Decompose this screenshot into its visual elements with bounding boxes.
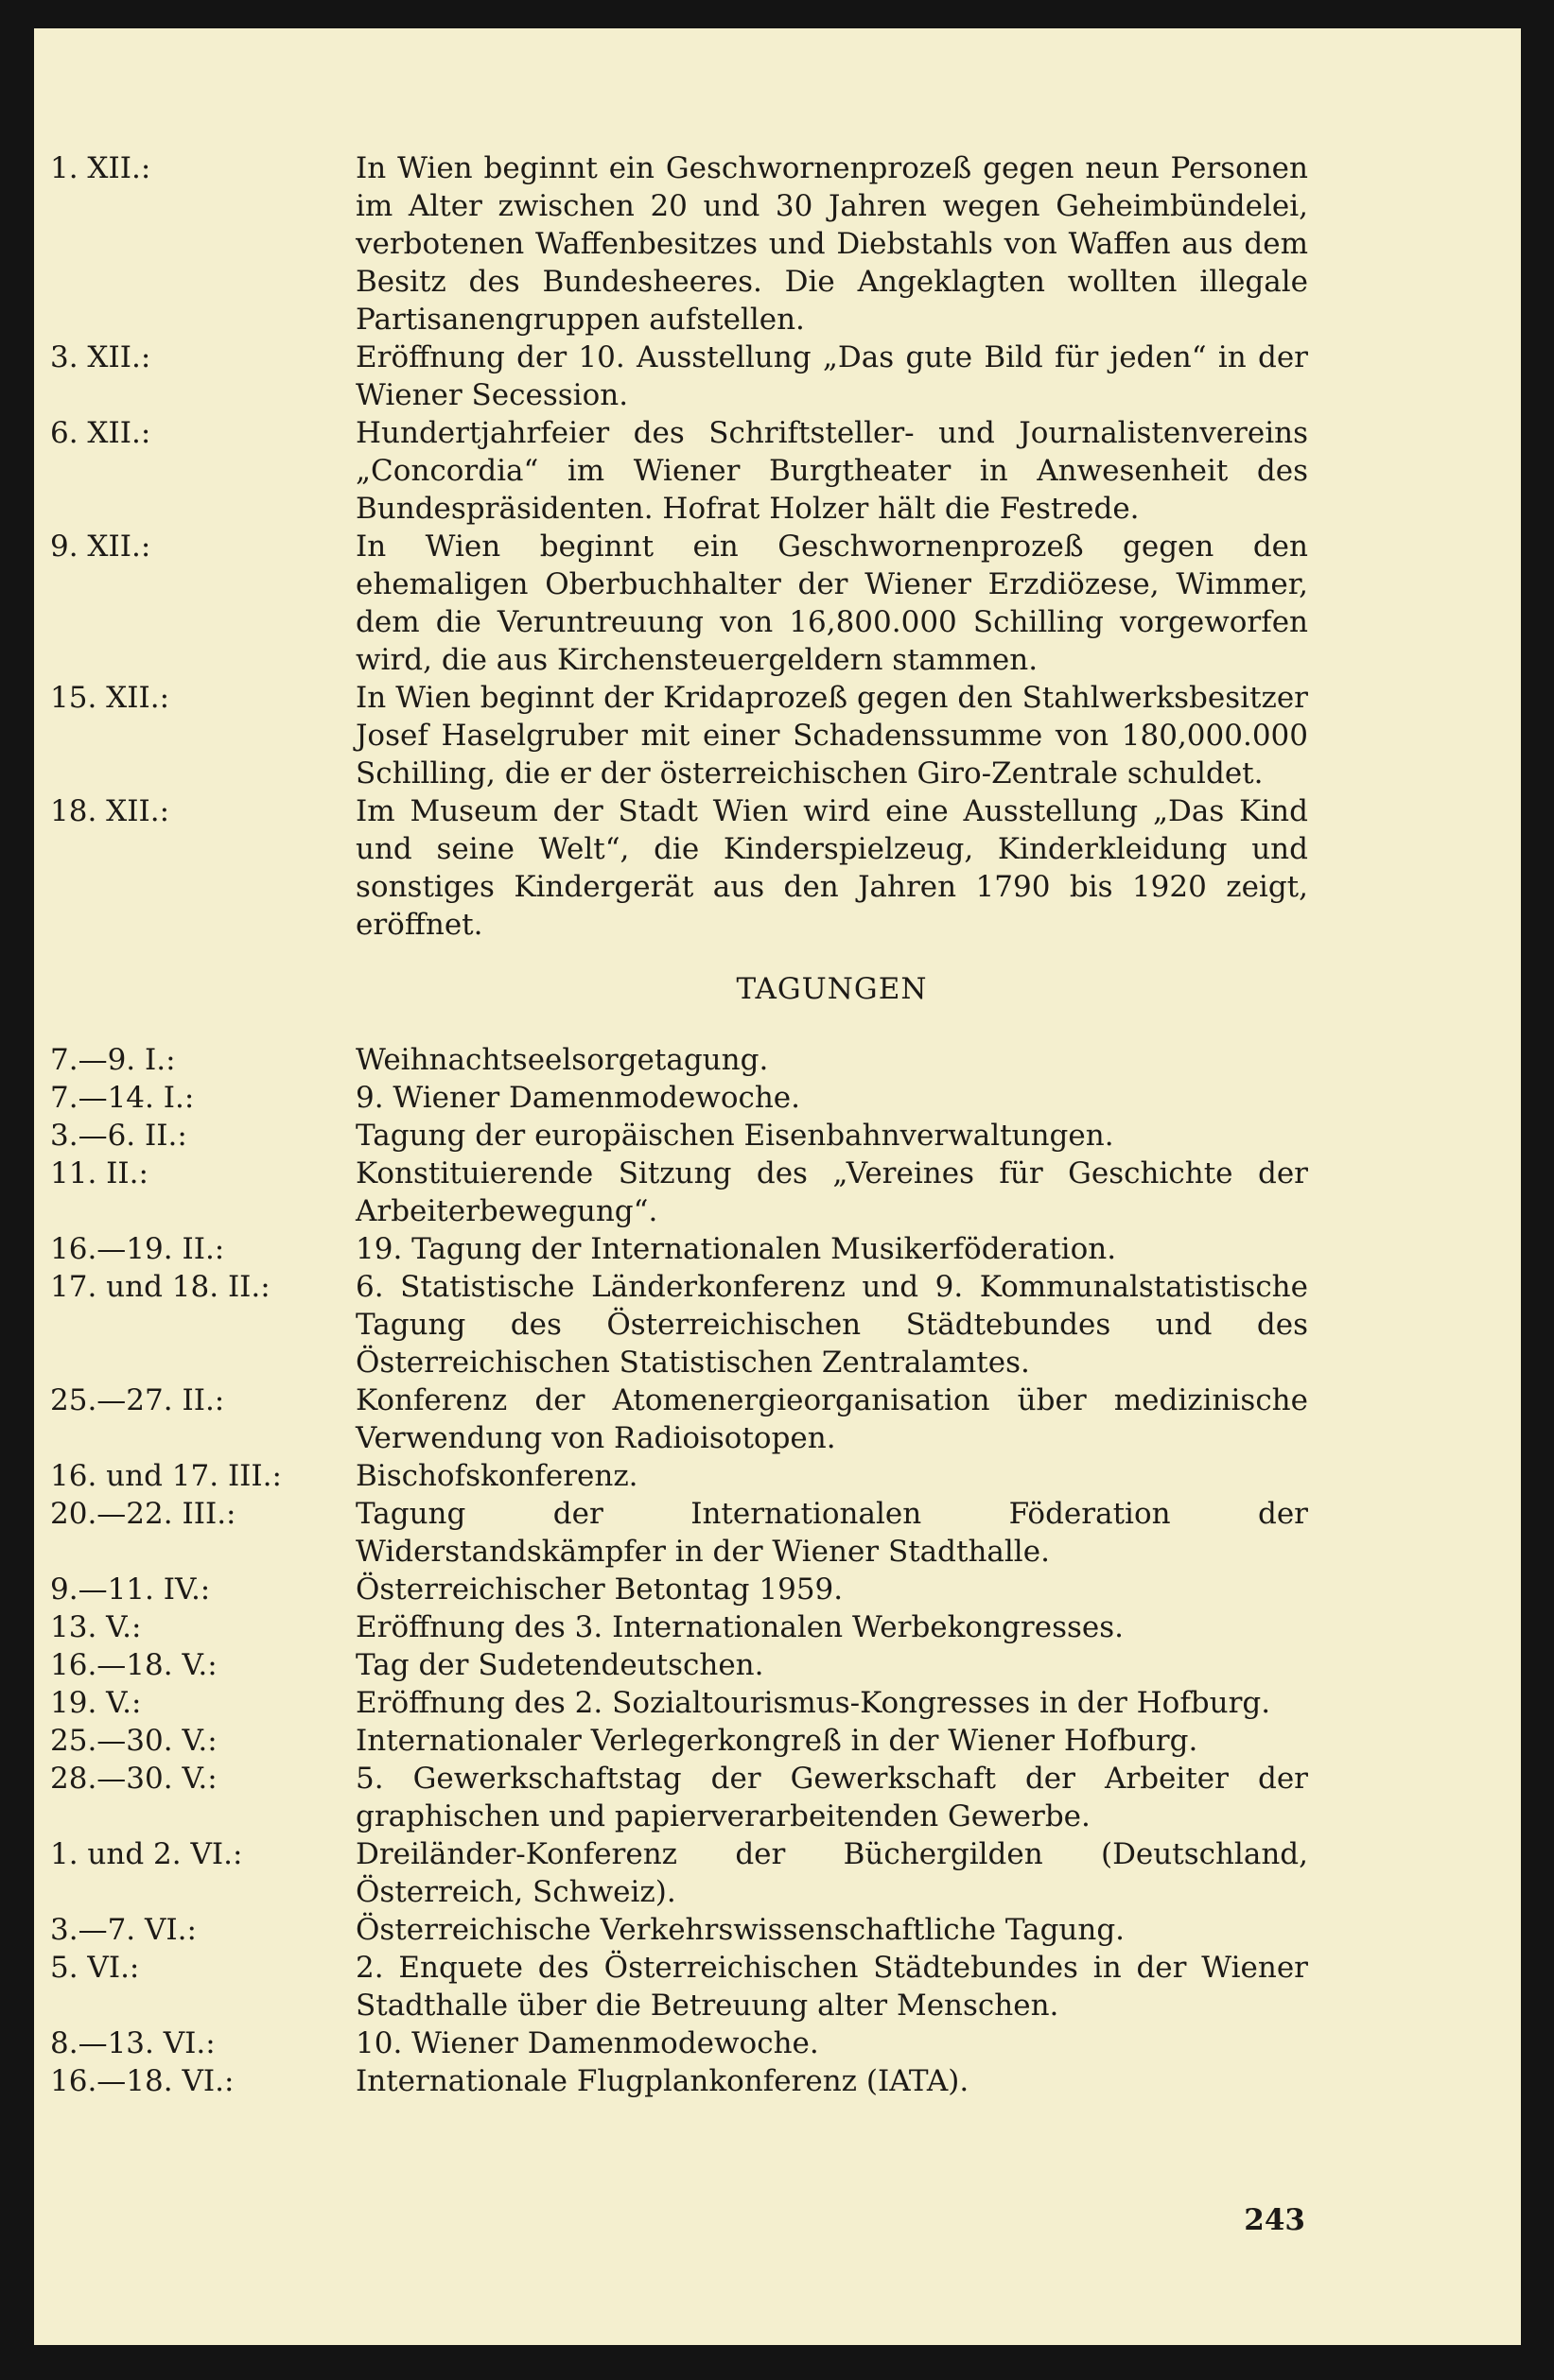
entry-text: Eröffnung des 2. Sozialtourismus-Kongresses in der Hofburg. xyxy=(356,1686,1271,1720)
entry-text: In Wien beginnt ein Geschwornenprozeß gegen neun Personen im Alter zwischen 20 und 30 Jahren wegen Geheimbündelei, verbotenen Waffenbesitzes und Diebstahls von Waffen aus dem Besitz des Bundesheeres. Die Angeklagten wollten illegale Partisanengruppen aufstellen. xyxy=(356,151,1308,337)
entry-date: 9.—11. IV.: xyxy=(50,1572,211,1607)
entry-text: 19. Tagung der Internationalen Musikerföderation. xyxy=(356,1232,1117,1266)
list-item xyxy=(50,1835,1308,1911)
entry-text: Internationaler Verlegerkongreß in der Wiener Hofburg. xyxy=(356,1724,1198,1758)
entry-date: 16.—18. V.: xyxy=(50,1648,218,1682)
entry-date: 3.—7. VI.: xyxy=(50,1913,197,1947)
conferences-list xyxy=(50,1041,1308,2100)
list-item xyxy=(50,1381,1308,1457)
list-item xyxy=(50,1268,1308,1381)
list-item xyxy=(50,528,1308,679)
entry-text: Tagung der europäischen Eisenbahnverwaltungen. xyxy=(356,1119,1114,1153)
entry-date: 17. und 18. II.: xyxy=(50,1270,271,1304)
list-item xyxy=(50,1911,1308,1949)
entry-text: Weihnachtseelsorgetagung. xyxy=(356,1043,769,1077)
entry-date: 7.—9. I.: xyxy=(50,1043,176,1077)
entry-text: 5. Gewerkschaftstag der Gewerkschaft der Arbeiter der graphischen und papierverarbeitenden Gewerbe. xyxy=(356,1762,1308,1833)
list-item xyxy=(50,1949,1308,2024)
entry-date: 16. und 17. III.: xyxy=(50,1459,282,1493)
entry-text: In Wien beginnt ein Geschwornenprozeß gegen den ehemaligen Oberbuchhalter der Wiener Erzdiözese, Wimmer, dem die Veruntreuung von 16,800.000 Schilling vorgeworfen wird, die aus Kirchensteuergeldern stammen. xyxy=(356,530,1308,677)
list-item xyxy=(50,2062,1308,2100)
entry-date: 1. XII.: xyxy=(50,151,151,185)
entry-date: 20.—22. III.: xyxy=(50,1497,236,1531)
list-item xyxy=(50,414,1308,528)
entry-date: 11. II.: xyxy=(50,1156,148,1190)
list-item xyxy=(50,1571,1308,1608)
list-item xyxy=(50,792,1308,944)
entry-text: Eröffnung der 10. Ausstellung „Das gute Bild für jeden“ in der Wiener Secession. xyxy=(356,340,1308,412)
entry-text: Konferenz der Atomenergieorganisation über medizinische Verwendung von Radioisotopen. xyxy=(356,1383,1308,1455)
list-item xyxy=(50,339,1308,414)
entry-date: 25.—30. V.: xyxy=(50,1724,218,1758)
entry-date: 8.—13. VI.: xyxy=(50,2026,216,2060)
list-item xyxy=(50,1760,1308,1835)
entry-date: 1. und 2. VI.: xyxy=(50,1837,243,1871)
entry-date: 16.—19. II.: xyxy=(50,1232,225,1266)
list-item xyxy=(50,1457,1308,1495)
list-item xyxy=(50,1041,1308,1079)
entry-date: 6. XII.: xyxy=(50,416,151,450)
list-item xyxy=(50,1646,1308,1684)
list-item xyxy=(50,1117,1308,1155)
entry-date: 7.—14. I.: xyxy=(50,1081,195,1115)
entry-date: 16.—18. VI.: xyxy=(50,2064,235,2098)
entry-date: 9. XII.: xyxy=(50,530,151,564)
list-item xyxy=(50,1155,1308,1230)
entry-date: 19. V.: xyxy=(50,1686,142,1720)
section-heading: TAGUNGEN xyxy=(736,972,928,1006)
list-item xyxy=(50,1230,1308,1268)
entry-text: Dreiländer-Konferenz der Büchergilden (Deutschland, Österreich, Schweiz). xyxy=(356,1837,1308,1909)
entry-text: Österreichische Verkehrswissenschaftliche Tagung. xyxy=(356,1913,1126,1947)
events-list xyxy=(50,149,1308,944)
entry-text: Konstituierende Sitzung des „Vereines für Geschichte der Arbeiterbewegung“. xyxy=(356,1156,1308,1228)
entry-text: 2. Enquete des Österreichischen Städtebundes in der Wiener Stadthalle über die Betreuung alter Menschen. xyxy=(356,1951,1308,2023)
list-item xyxy=(50,149,1308,339)
list-item xyxy=(50,1722,1308,1760)
entry-date: 15. XII.: xyxy=(50,681,170,715)
entry-text: Tag der Sudetendeutschen. xyxy=(356,1648,764,1682)
entry-text: 6. Statistische Länderkonferenz und 9. Kommunalstatistische Tagung des Österreichischen Städtebundes und des Österreichischen Statistischen Zentralamtes. xyxy=(356,1270,1308,1380)
list-item xyxy=(50,679,1308,792)
document-page xyxy=(34,28,1521,2345)
entry-text: 10. Wiener Damenmodewoche. xyxy=(356,2026,819,2060)
entry-text: In Wien beginnt der Kridaprozeß gegen den Stahlwerksbesitzer Josef Haselgruber mit einer Schadenssumme von 180,000.000 Schilling, die er der österreichischen Giro-Zentrale schuldet. xyxy=(356,681,1308,790)
entry-date: 13. V.: xyxy=(50,1610,142,1644)
list-item xyxy=(50,1079,1308,1117)
entry-text: Hundertjahrfeier des Schriftsteller- und Journalistenvereins „Concordia“ im Wiener Burgtheater in Anwesenheit des Bundespräsidenten. Hofrat Holzer hält die Festrede. xyxy=(356,416,1308,526)
page-number: 243 xyxy=(1244,2203,1305,2237)
list-item xyxy=(50,1608,1308,1646)
entry-text: Internationale Flugplankonferenz (IATA). xyxy=(356,2064,969,2098)
entry-text: 9. Wiener Damenmodewoche. xyxy=(356,1081,801,1115)
entry-date: 28.—30. V.: xyxy=(50,1762,218,1796)
list-item xyxy=(50,1684,1308,1722)
entry-date: 25.—27. II.: xyxy=(50,1383,225,1417)
entry-text: Eröffnung des 3. Internationalen Werbekongresses. xyxy=(356,1610,1124,1644)
entry-text: Bischofskonferenz. xyxy=(356,1459,638,1493)
entry-date: 3. XII.: xyxy=(50,340,151,374)
entry-text: Österreichischer Betontag 1959. xyxy=(356,1572,844,1607)
entry-text: Im Museum der Stadt Wien wird eine Ausstellung „Das Kind und seine Welt“, die Kinderspielzeug, Kinderkleidung und sonstiges Kindergerät aus den Jahren 1790 bis 1920 zeigt, eröffnet. xyxy=(356,794,1308,942)
entry-date: 18. XII.: xyxy=(50,794,170,828)
list-item xyxy=(50,2024,1308,2062)
entry-text: Tagung der Internationalen Föderation der Widerstandskämpfer in der Wiener Stadthalle. xyxy=(356,1497,1308,1569)
entry-date: 5. VI.: xyxy=(50,1951,140,1985)
list-item xyxy=(50,1495,1308,1571)
entry-date: 3.—6. II.: xyxy=(50,1119,187,1153)
